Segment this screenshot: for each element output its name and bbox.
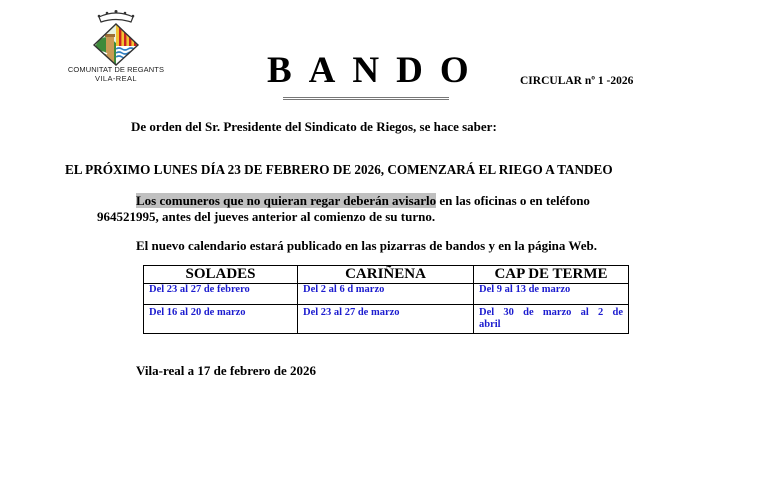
- intro-text: De orden del Sr. Presidente del Sindicato de Riegos, se hace saber:: [131, 119, 497, 134]
- table-cell: Del 16 al 20 de marzo: [144, 305, 298, 334]
- column-header-carinena: CARIÑENA: [298, 266, 474, 284]
- table-header-row: [144, 266, 629, 284]
- notice-text: en las oficinas o en teléfono: [436, 193, 590, 208]
- circular-number: CIRCULAR nº 1 -2026: [520, 75, 634, 87]
- notice-highlighted-text: Los comuneros que no quieran regar deberán avisarlo: [136, 193, 437, 208]
- logo: [60, 10, 180, 90]
- column-header-solades: SOLADES: [144, 266, 298, 284]
- table-cell: Del 2 al 6 d marzo: [298, 284, 474, 305]
- table-cell: Del 23 al 27 de febrero: [144, 284, 298, 305]
- coat-of-arms-icon: [87, 10, 145, 66]
- table-row: [144, 284, 629, 305]
- logo-text-line2: VILA-REAL: [95, 74, 137, 83]
- table-cell: Del 23 al 27 de marzo: [298, 305, 474, 334]
- logo-text-line1: COMUNITAT DE REGANTS: [67, 65, 165, 74]
- table-cell: Del 9 al 13 de marzo: [474, 284, 629, 305]
- place-and-date: Vila-real a 17 de febrero de 2026: [136, 363, 317, 378]
- column-header-cap-de-terme: CAP DE TERME: [474, 266, 629, 284]
- calendar-table: [143, 265, 629, 334]
- notice-paragraph-line1: [136, 192, 590, 209]
- page-title: BANDO: [267, 50, 486, 91]
- notice-paragraph-line2: 964521995, antes del jueves anterior al comienzo de su turno.: [97, 209, 436, 224]
- announcement-heading: EL PRÓXIMO LUNES DÍA 23 DE FEBRERO DE 2026, COMENZARÁ EL RIEGO A TANDEO: [65, 162, 613, 177]
- table-cell: Del 30 de marzo al 2 de abril: [474, 305, 629, 334]
- title-underline: [283, 97, 449, 100]
- calendar-note: El nuevo calendario estará publicado en las pizarras de bandos y en la página Web.: [136, 238, 597, 253]
- table-row: [144, 305, 629, 334]
